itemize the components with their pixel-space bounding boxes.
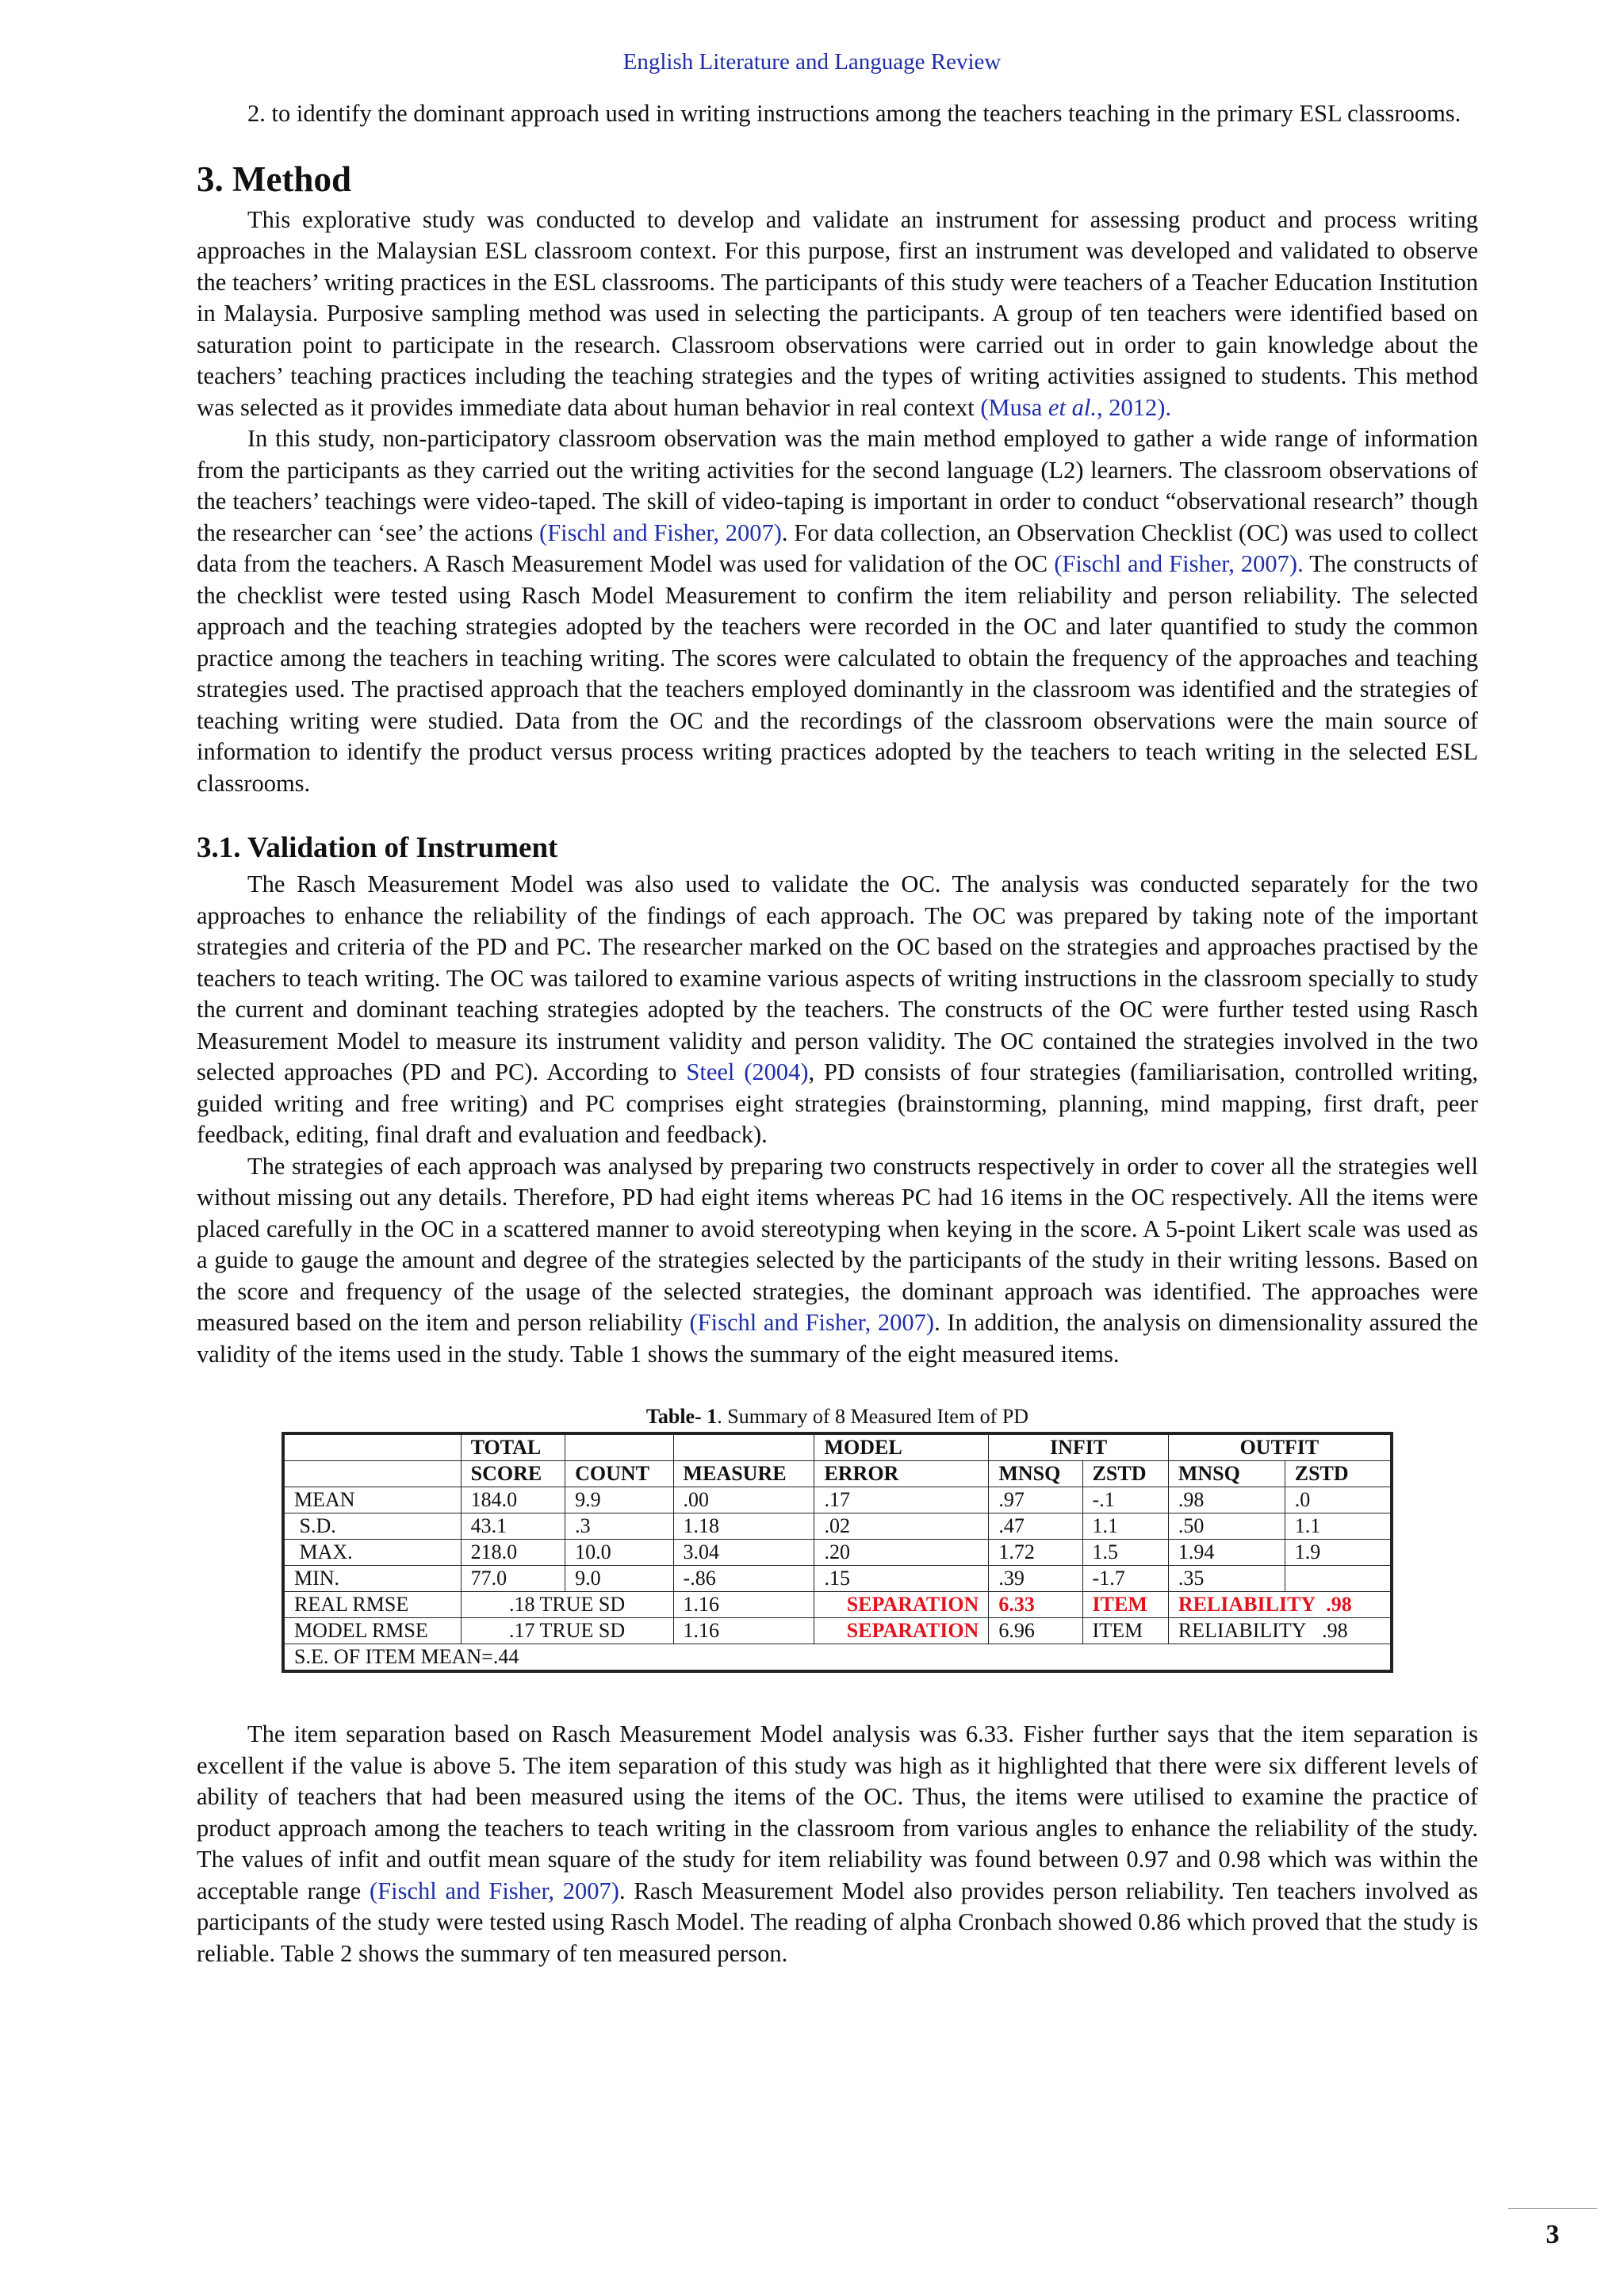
table-cell: .50 — [1168, 1513, 1285, 1540]
table-header-cell: ZSTD — [1285, 1461, 1392, 1487]
table-header-cell: TOTAL — [461, 1433, 565, 1461]
reliability-label: RELIABILITY — [1178, 1593, 1316, 1616]
table-caption-label: Table- 1 — [645, 1405, 718, 1428]
table-row — [283, 1540, 1392, 1566]
citation-fischl-fisher[interactable]: (Fischl and Fisher, 2007) — [370, 1877, 619, 1904]
table-cell: 1.1 — [1082, 1513, 1168, 1540]
objective-item-2: 2. to identify the dominant approach used in writing instructions among the teachers teaching in the primary ESL classrooms. — [247, 100, 1461, 127]
page-number: 3 — [1545, 2220, 1560, 2249]
table-cell: ITEM — [1082, 1592, 1168, 1618]
table-header-row — [283, 1433, 1392, 1461]
table-header-cell — [673, 1433, 814, 1461]
table-cell — [1168, 1618, 1392, 1644]
table-cell: .35 — [1168, 1566, 1285, 1592]
table-cell: 3.04 — [673, 1540, 814, 1566]
paragraph-text: This explorative study was conducted to develop and validate an instrument for assessing product and process writing approaches in the Malaysian ESL classroom context. For this purpose, first an instrument was developed and validated to observe the teachers’ writing practices in the ESL classrooms. The participants of this study were teachers of a Teacher Education Institution in Malaysia. Purposive sampling method was used in selecting the participants. A group of ten teachers were identified based on saturation point to participate in the research. Classroom observations were carried out in order to gain knowledge about the teachers’ teaching practices including the teaching strategies and the types of writing activities assigned to students. This method was selected as it provides immediate data about human behavior in real context — [197, 205, 1478, 421]
table-cell: 6.33 — [989, 1592, 1082, 1618]
table-header-cell: SCORE — [461, 1461, 565, 1487]
reliability-label: RELIABILITY — [1178, 1619, 1307, 1642]
paragraph-text: The item separation based on Rasch Measurement Model analysis was 6.33. Fisher further says that the item separation is excellent if the value is above 5. The item separation of this study was high as it highlighted that there were six different levels of ability of teachers that had been measured using the items of the OC. Thus, the items were utilised to examine the practice of product approach among the teachers to teach writing in the classroom from various angles to enhance the reliability of the study. The values of infit and outfit mean square of the study for item reliability was found between 0.97 and 0.98 which was within the acceptable range — [197, 1720, 1478, 1904]
main-content — [197, 98, 1478, 1969]
table-cell: .17 TRUE SD — [461, 1618, 673, 1644]
validation-paragraph-1 — [197, 869, 1478, 1151]
table-row-real-rmse — [283, 1592, 1392, 1618]
page-number-rule — [1508, 2208, 1597, 2209]
table-cell: 1.5 — [1082, 1540, 1168, 1566]
table-cell: .20 — [814, 1540, 989, 1566]
table-cell: S.D. — [283, 1513, 461, 1540]
table-cell: 184.0 — [461, 1487, 565, 1513]
citation-period: . — [1165, 393, 1171, 421]
table-cell: 9.9 — [565, 1487, 673, 1513]
reliability-value: .98 — [1326, 1593, 1352, 1616]
table-cell: .98 — [1168, 1487, 1285, 1513]
citation-author: (Musa — [980, 393, 1048, 421]
table-cell — [1168, 1592, 1392, 1618]
citation-fischl-fisher[interactable]: (Fischl and Fisher, 2007). — [1054, 550, 1304, 577]
section-heading-validation: 3.1. Validation of Instrument — [197, 832, 558, 864]
table-caption — [197, 1405, 1478, 1429]
table-header-cell: INFIT — [989, 1433, 1168, 1461]
table-row-se-mean — [283, 1644, 1392, 1672]
table-cell: 1.18 — [673, 1513, 814, 1540]
table-cell: -.86 — [673, 1566, 814, 1592]
paragraph-text: , PD consists of four strategies (familiarisation, controlled writing, guided writing and free writing) and PC comprises eight strategies (brainstorming, planning, mind mapping, first draft, peer feedback, editing, final draft and evaluation and feedback). — [197, 1058, 1478, 1148]
true-sd-value: 1.16 — [683, 1619, 720, 1642]
table-header-cell: MNSQ — [989, 1461, 1082, 1487]
paragraph-text: The constructs of the checklist were tested using Rasch Model Measurement to confirm the item reliability and person reliability. The selected approach and the teaching strategies adopted by the teachers were recorded in the OC and later quantified to study the common practice among the teachers in teaching writing. The scores were calculated to obtain the frequency of the approaches and teaching strategies used. The practised approach that the teachers employed dominantly in the classroom was identified and the strategies of teaching writing were studied. Data from the OC and the recordings of the classroom observations were the main source of information to identify the product versus process writing practices adopted by the teachers to teach writing in the selected ESL classrooms. — [197, 550, 1478, 797]
table-cell: 1.94 — [1168, 1540, 1285, 1566]
summary-table — [282, 1432, 1393, 1673]
table-cell: .3 — [565, 1513, 673, 1540]
table-header-cell: ZSTD — [1082, 1461, 1168, 1487]
paragraph-text: . Rasch Measurement Model also provides person reliability. Ten teachers involved as participants of the study were tested using Rasch Model. The reading of alpha Cronbach showed 0.86 which proved that the study is reliable. Table 2 shows the summary of ten measured person. — [197, 1877, 1478, 1967]
table-row — [283, 1513, 1392, 1540]
table-cell: S.E. OF ITEM MEAN=.44 — [283, 1644, 1392, 1672]
table-cell: -.1 — [1082, 1487, 1168, 1513]
citation-fischl-fisher[interactable]: (Fischl and Fisher, 2007) — [539, 519, 782, 546]
table-cell: .0 — [1285, 1487, 1392, 1513]
reliability-value: .98 — [1322, 1619, 1348, 1642]
running-header: English Literature and Language Review — [622, 49, 1002, 75]
citation-fischl-fisher[interactable]: (Fischl and Fisher, 2007) — [689, 1309, 935, 1336]
table-header-cell — [283, 1461, 461, 1487]
table-cell: 1.9 — [1285, 1540, 1392, 1566]
table-header-cell: OUTFIT — [1168, 1433, 1392, 1461]
paragraph-text: . For data collection, an Observation Checklist (OC) was used to collect data from the teachers. A Rasch Measurement Model was used for validation of the OC — [197, 519, 1478, 577]
citation-etal: et al. — [1048, 393, 1097, 421]
section-heading-method: 3. Method — [197, 159, 351, 199]
table-row — [283, 1566, 1392, 1592]
paragraph-text: . In addition, the analysis on dimensionality assured the validity of the items used in the study. Table 1 shows the summary of the eight measured items. — [197, 1309, 1479, 1368]
method-paragraph-1 — [197, 205, 1478, 424]
table-cell: 1.72 — [989, 1540, 1082, 1566]
table-row — [283, 1487, 1392, 1513]
citation-year: , 2012) — [1096, 393, 1166, 421]
table-cell: MEAN — [283, 1487, 461, 1513]
paragraph-text: The strategies of each approach was analysed by preparing two constructs respectively in order to cover all the strategies well without missing out any details. Therefore, PD had eight items whereas PC had 16 items in the OC respectively. All the items were placed carefully in the OC in a scattered manner to avoid stereotyping when keying in the score. A 5-point Likert scale was used as a guide to gauge the amount and degree of the strategies selected by the participants of the study in their writing lessons. Based on the score and frequency of the usage of the selected strategies, the dominant approach was identified. The approaches were measured based on the item and person reliability — [197, 1152, 1478, 1336]
table-cell: .00 — [673, 1487, 814, 1513]
table-cell: MODEL RMSE — [283, 1618, 461, 1644]
table-cell: 9.0 — [565, 1566, 673, 1592]
paragraph-text: The Rasch Measurement Model was also used to validate the OC. The analysis was conducted separately for the two approaches to enhance the reliability of the findings of each approach. The OC was prepared by taking note of the important strategies and criteria of the PD and PC. The researcher marked on the OC based on the strategies and approaches practised by the teachers to teach writing. The OC was tailored to examine various aspects of writing instructions in the classroom specially to study the current and dominant teaching strategies adopted by the teachers. The constructs of the OC were further tested using Rasch Measurement Model to measure its instrument validity and person validity. The OC contained the strategies involved in the two selected approaches (PD and PC). According to — [197, 871, 1478, 1085]
table-cell: 6.96 — [989, 1618, 1082, 1644]
table-header-cell — [565, 1433, 673, 1461]
true-sd-value: 1.16 — [683, 1593, 720, 1616]
results-paragraph — [197, 1719, 1478, 1969]
table-caption-text: . Summary of 8 Measured Item of PD — [717, 1405, 1029, 1428]
table-header-cell: MEASURE — [673, 1461, 814, 1487]
paragraph-text: In this study, non-participatory classroom observation was the main method employed to gather a wide range of information from the participants as they carried out the writing activities for the second language (L2) learners. The classroom observations of the teachers’ teachings were video-taped. The skill of video-taping is important in order to conduct “observational research” though the researcher can ‘see’ the actions — [197, 425, 1478, 546]
table-cell: 218.0 — [461, 1540, 565, 1566]
table-cell — [673, 1618, 814, 1644]
table-header-cell: COUNT — [565, 1461, 673, 1487]
table-cell: -1.7 — [1082, 1566, 1168, 1592]
table-cell: 1.1 — [1285, 1513, 1392, 1540]
table-cell — [673, 1592, 814, 1618]
table-cell — [1285, 1566, 1392, 1592]
table-cell: 77.0 — [461, 1566, 565, 1592]
citation-steel[interactable]: Steel (2004) — [686, 1058, 809, 1085]
table-cell: 10.0 — [565, 1540, 673, 1566]
table-header-cell: ERROR — [814, 1461, 989, 1487]
table-header-row — [283, 1461, 1392, 1487]
table-cell: .18 TRUE SD — [461, 1592, 673, 1618]
table-header-cell: MNSQ — [1168, 1461, 1285, 1487]
table-header-cell: MODEL — [814, 1433, 989, 1461]
table-cell: .97 — [989, 1487, 1082, 1513]
table-cell: .15 — [814, 1566, 989, 1592]
table-cell: .39 — [989, 1566, 1082, 1592]
table-header-cell — [283, 1433, 461, 1461]
table-cell: 43.1 — [461, 1513, 565, 1540]
table-cell: REAL RMSE — [283, 1592, 461, 1618]
table-cell: SEPARATION — [814, 1592, 989, 1618]
table-cell: .02 — [814, 1513, 989, 1540]
table-cell: .47 — [989, 1513, 1082, 1540]
table-row-model-rmse — [283, 1618, 1392, 1644]
table-cell: ITEM — [1082, 1618, 1168, 1644]
table-cell: MAX. — [283, 1540, 461, 1566]
table-cell: MIN. — [283, 1566, 461, 1592]
table-cell: .17 — [814, 1487, 989, 1513]
method-paragraph-2 — [197, 423, 1478, 799]
citation-musa[interactable] — [980, 394, 1165, 421]
validation-paragraph-2 — [197, 1151, 1478, 1371]
table-cell: SEPARATION — [814, 1618, 989, 1644]
